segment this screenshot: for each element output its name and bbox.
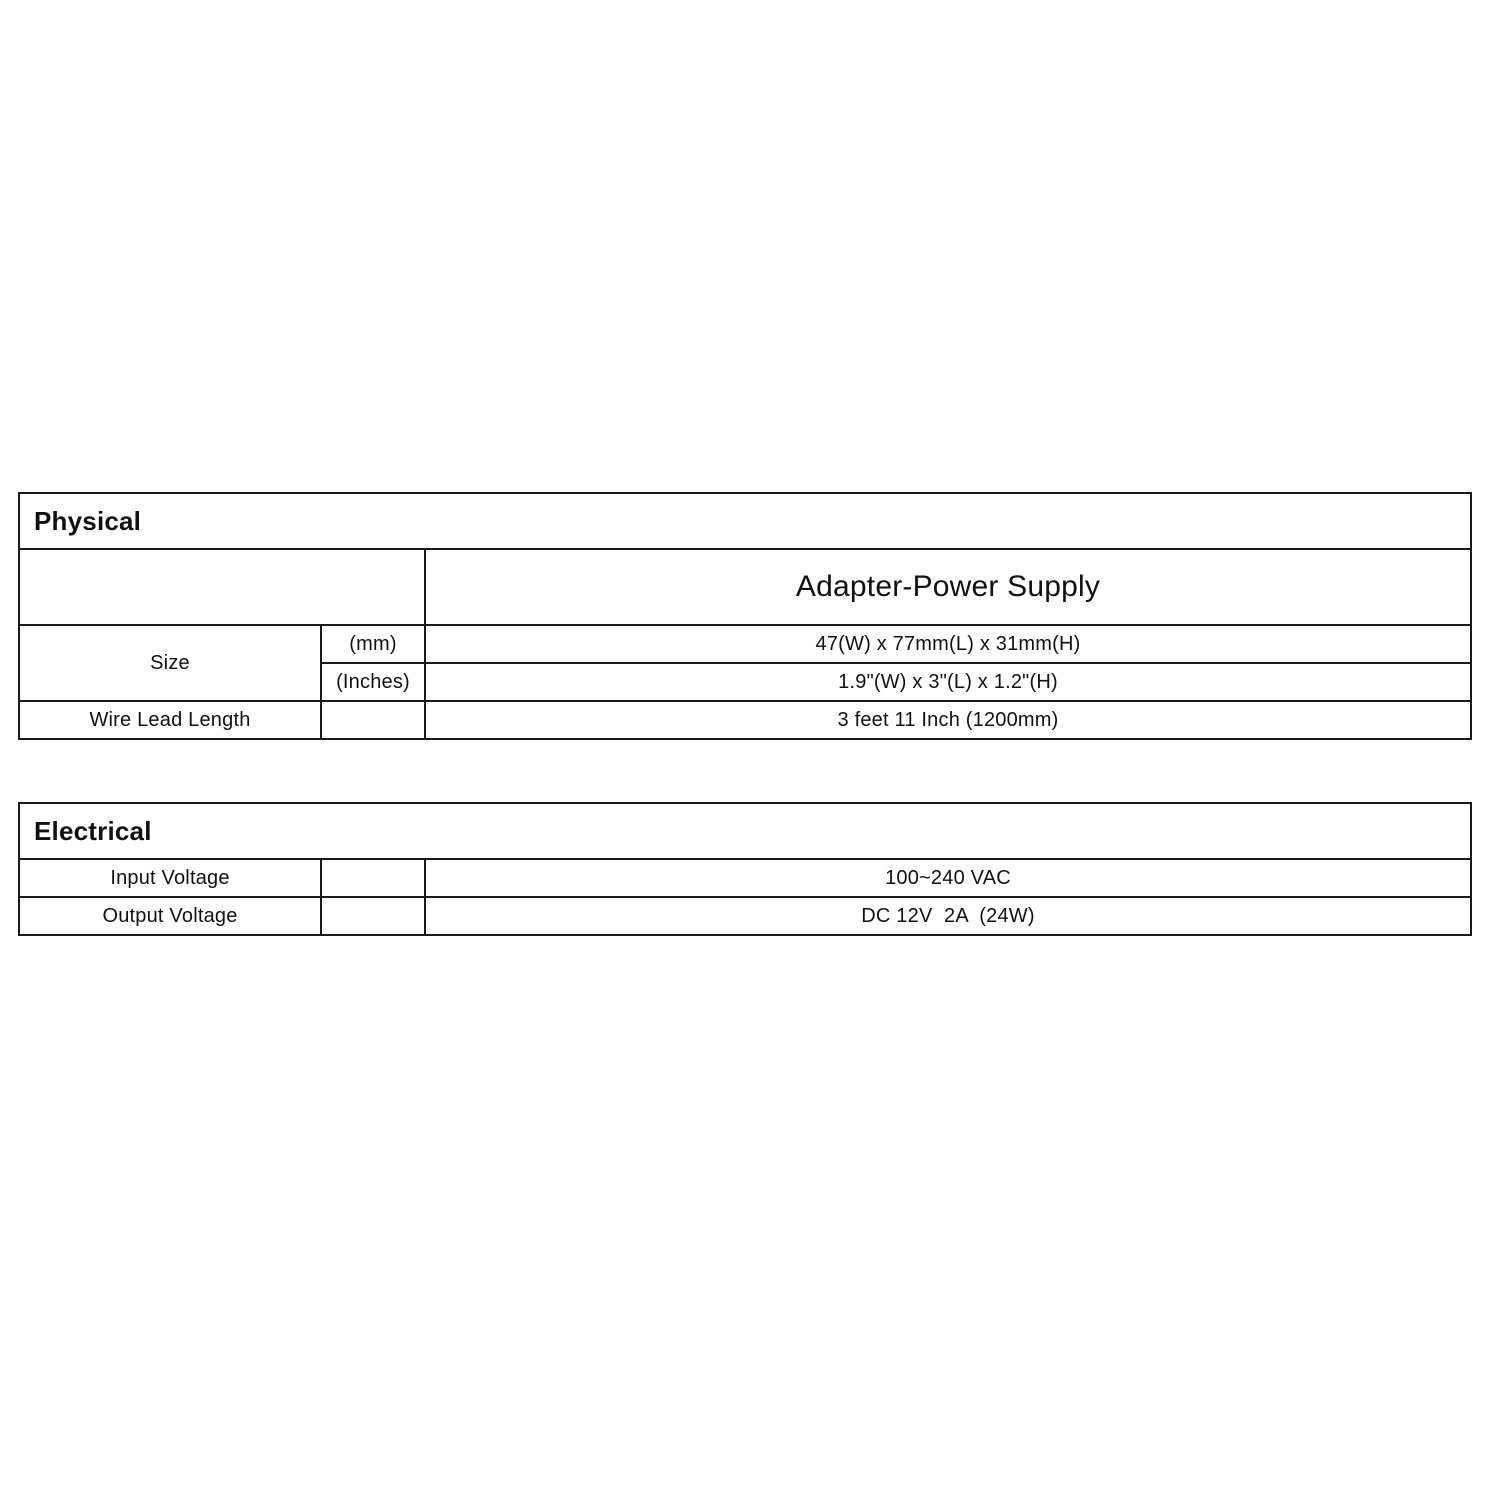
wire-lead-value: 3 feet 11 Inch (1200mm) bbox=[425, 701, 1471, 739]
size-inch-value: 1.9"(W) x 3"(L) x 1.2"(H) bbox=[425, 663, 1471, 701]
output-voltage-value: DC 12V 2A (24W) bbox=[425, 897, 1471, 935]
size-label: Size bbox=[19, 625, 321, 701]
physical-title-row bbox=[19, 493, 1471, 549]
size-mm-unit: (mm) bbox=[321, 625, 425, 663]
input-voltage-label: Input Voltage bbox=[19, 859, 321, 897]
electrical-title-row bbox=[19, 803, 1471, 859]
input-voltage-unit-empty bbox=[321, 859, 425, 897]
physical-header-row bbox=[19, 549, 1471, 625]
size-mm-value: 47(W) x 77mm(L) x 31mm(H) bbox=[425, 625, 1471, 663]
input-voltage-row bbox=[19, 859, 1471, 897]
wire-lead-unit-empty bbox=[321, 701, 425, 739]
electrical-section-title: Electrical bbox=[19, 803, 1471, 859]
size-mm-row bbox=[19, 625, 1471, 663]
wire-lead-row bbox=[19, 701, 1471, 739]
physical-spec-table bbox=[18, 492, 1472, 740]
input-voltage-value: 100~240 VAC bbox=[425, 859, 1471, 897]
output-voltage-unit-empty bbox=[321, 897, 425, 935]
physical-section-title: Physical bbox=[19, 493, 1471, 549]
output-voltage-row bbox=[19, 897, 1471, 935]
size-inch-unit: (Inches) bbox=[321, 663, 425, 701]
product-header: Adapter-Power Supply bbox=[425, 549, 1471, 625]
wire-lead-label: Wire Lead Length bbox=[19, 701, 321, 739]
electrical-spec-table bbox=[18, 802, 1472, 936]
output-voltage-label: Output Voltage bbox=[19, 897, 321, 935]
empty-header-cell bbox=[19, 549, 425, 625]
